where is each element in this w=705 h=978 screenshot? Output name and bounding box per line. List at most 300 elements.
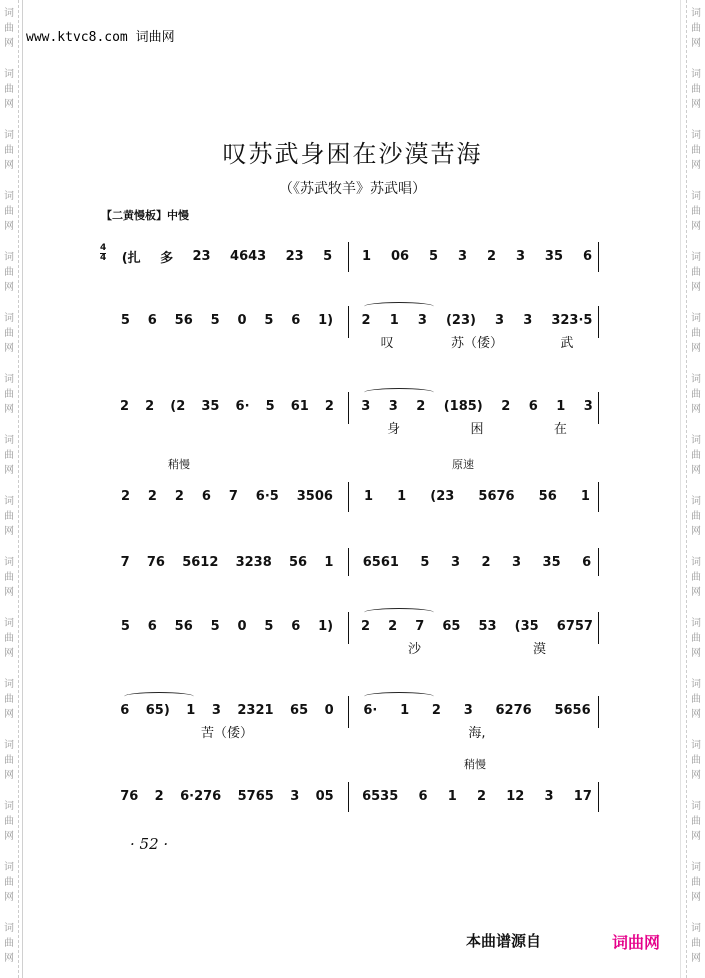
lyric-row	[352, 722, 602, 741]
watermark-glyph: 词	[4, 679, 14, 690]
score-system	[112, 392, 598, 438]
watermark-glyph: 网	[4, 343, 14, 354]
watermark-glyph-group	[691, 250, 701, 305]
note-row	[112, 616, 342, 636]
note: 5	[120, 312, 130, 328]
watermark-glyph: 曲	[4, 23, 14, 34]
note: 6	[291, 312, 301, 328]
note: 5	[420, 554, 430, 570]
watermark-glyph: 网	[691, 99, 701, 110]
watermark-glyph-group	[691, 799, 701, 854]
note: 3	[544, 788, 554, 804]
note: 5	[120, 618, 130, 634]
measure	[352, 782, 602, 812]
note: 3506	[296, 488, 333, 504]
lyric: 漠	[532, 642, 546, 657]
watermark-glyph: 词	[4, 8, 14, 19]
note-row	[352, 700, 602, 720]
note: 323·5	[551, 312, 593, 328]
watermark-glyph: 词	[691, 618, 701, 629]
watermark-glyph-group	[4, 799, 14, 854]
watermark-glyph: 网	[4, 953, 14, 964]
watermark-glyph-group	[4, 6, 14, 61]
note-row	[112, 310, 342, 330]
note: 76	[146, 554, 165, 570]
note: 3	[417, 312, 427, 328]
lyric: 苦（倭）	[200, 726, 253, 741]
watermark-glyph: 曲	[4, 267, 14, 278]
measure	[352, 306, 602, 354]
note: 6757	[556, 618, 593, 634]
measure	[352, 548, 602, 576]
note: 7	[415, 618, 425, 634]
watermark-glyph: 词	[4, 69, 14, 80]
watermark-glyph: 词	[4, 313, 14, 324]
note: 2	[431, 702, 441, 718]
note: 1	[397, 488, 407, 504]
watermark-glyph: 网	[691, 38, 701, 49]
measure	[352, 242, 602, 272]
watermark-glyph: 曲	[691, 694, 701, 705]
note: 6	[291, 618, 301, 634]
watermark-glyph: 网	[691, 953, 701, 964]
watermark-glyph: 网	[691, 587, 701, 598]
note: 2	[120, 398, 130, 414]
brand-logo-text[interactable]: 词曲网	[612, 933, 661, 952]
watermark-glyph: 曲	[691, 389, 701, 400]
lyric-row	[352, 638, 602, 657]
watermark-glyph-group	[4, 860, 14, 915]
score-system	[112, 548, 598, 576]
note-row	[352, 616, 602, 636]
note-row	[352, 486, 602, 506]
watermark-glyph-group	[4, 250, 14, 305]
note: 1)	[318, 618, 334, 634]
note: 6	[147, 312, 157, 328]
tempo-marking: 【二黄慢板】中慢	[101, 209, 189, 222]
watermark-glyph: 网	[4, 587, 14, 598]
watermark-glyph: 曲	[4, 694, 14, 705]
barline	[598, 392, 599, 424]
note-row	[112, 486, 342, 506]
lyric: 身	[387, 422, 401, 437]
watermark-glyph: 词	[4, 923, 14, 934]
note: 65	[442, 618, 461, 634]
note: 6	[582, 248, 592, 264]
score-system	[100, 242, 598, 272]
note: 6	[418, 788, 428, 804]
note: 35	[542, 554, 561, 570]
note: 12	[506, 788, 525, 804]
note: 65	[290, 702, 309, 718]
note: 2	[120, 488, 130, 504]
note: 6	[147, 618, 157, 634]
watermark-glyph: 网	[4, 404, 14, 415]
note-row	[352, 552, 602, 572]
watermark-glyph: 词	[4, 740, 14, 751]
note: 2	[486, 248, 496, 264]
note: 06	[390, 248, 410, 264]
measure	[112, 306, 342, 354]
note: 3	[523, 312, 533, 328]
note: 2	[324, 398, 334, 414]
lyric-row	[112, 722, 342, 741]
watermark-glyph: 曲	[4, 328, 14, 339]
note: 35	[201, 398, 220, 414]
watermark-glyph-group	[4, 494, 14, 549]
barline	[348, 392, 349, 424]
barline	[598, 242, 599, 272]
slur	[124, 692, 194, 701]
watermark-glyph: 词	[4, 862, 14, 873]
measure	[112, 696, 342, 744]
note: 6·276	[180, 788, 222, 804]
watermark-glyph: 词	[691, 374, 701, 385]
measure	[352, 696, 602, 744]
note: 0	[237, 618, 247, 634]
barline	[348, 782, 349, 812]
note: 2	[476, 788, 487, 804]
watermark-glyph: 曲	[4, 206, 14, 217]
note: 2	[174, 488, 184, 504]
lyric: 武	[560, 336, 574, 351]
note: 0	[324, 702, 334, 718]
song-subtitle: （《苏武牧羊》苏武唱）	[279, 181, 426, 197]
watermark-glyph: 词	[691, 191, 701, 202]
watermark-glyph: 网	[691, 343, 701, 354]
watermark-glyph: 曲	[691, 938, 701, 949]
note: 3	[211, 702, 221, 718]
barline	[598, 548, 599, 576]
watermark-glyph: 曲	[691, 633, 701, 644]
note: 1	[364, 488, 374, 504]
note: 6	[528, 398, 538, 414]
note: 6276	[495, 702, 532, 718]
watermark-glyph: 网	[691, 831, 701, 842]
watermark-glyph: 曲	[691, 511, 701, 522]
watermark-glyph: 曲	[691, 206, 701, 217]
watermark-glyph-group	[691, 677, 701, 732]
barline	[348, 612, 349, 644]
watermark-glyph: 网	[4, 709, 14, 720]
measure	[352, 392, 602, 438]
note: 5	[210, 312, 220, 328]
note: 3	[361, 398, 371, 414]
note: 7	[228, 488, 238, 504]
watermark-glyph-group	[4, 372, 14, 427]
lyric: 困	[470, 422, 484, 437]
watermark-glyph-group	[4, 677, 14, 732]
score-system	[112, 696, 598, 744]
note: 5	[264, 312, 274, 328]
note: (2	[170, 398, 186, 414]
watermark-glyph: 词	[691, 923, 701, 934]
note: 1	[580, 488, 590, 504]
watermark-glyph: 曲	[691, 23, 701, 34]
watermark-glyph: 网	[691, 770, 701, 781]
note: 2	[361, 618, 371, 634]
note: 5	[264, 618, 274, 634]
note: (扎	[121, 250, 141, 266]
lyric: 在	[553, 422, 567, 437]
barline	[598, 612, 599, 644]
note-row	[112, 396, 342, 416]
watermark-glyph: 曲	[4, 755, 14, 766]
watermark-glyph: 曲	[691, 450, 701, 461]
note-row	[112, 552, 342, 572]
watermark-glyph-group	[4, 67, 14, 122]
watermark-glyph: 网	[4, 160, 14, 171]
watermark-glyph: 词	[4, 618, 14, 629]
tempo-mark: 稍慢	[464, 758, 486, 771]
note: 1	[400, 702, 410, 718]
note: 3	[512, 554, 522, 570]
slur	[364, 608, 434, 617]
note: 76	[120, 788, 139, 804]
note-row	[352, 246, 602, 266]
time-signature-digit: 4	[100, 253, 107, 263]
note-row	[352, 786, 602, 806]
watermark-glyph: 词	[4, 435, 14, 446]
watermark-glyph: 网	[691, 404, 701, 415]
note: 23	[285, 248, 304, 264]
watermark-glyph: 曲	[691, 267, 701, 278]
note: 6·	[363, 702, 378, 718]
note: 2	[145, 398, 155, 414]
note: 61	[290, 398, 309, 414]
note: 5612	[182, 554, 219, 570]
watermark-glyph: 网	[4, 831, 14, 842]
watermark-glyph-group	[4, 433, 14, 488]
watermark-glyph: 词	[4, 191, 14, 202]
note-row	[112, 786, 342, 806]
watermark-glyph: 网	[4, 38, 14, 49]
note: 3238	[235, 554, 272, 570]
watermark-glyph: 网	[4, 99, 14, 110]
watermark-glyph-group	[691, 433, 701, 488]
watermark-glyph: 词	[691, 801, 701, 812]
watermark-glyph: 网	[691, 648, 701, 659]
tempo-mark: 原速	[452, 458, 474, 471]
note: 3	[290, 788, 300, 804]
watermark-glyph-group	[691, 738, 701, 793]
watermark-glyph-group	[691, 860, 701, 915]
measure	[112, 782, 342, 812]
watermark-glyph-group	[4, 738, 14, 793]
note: 5	[428, 248, 439, 264]
note: 1	[556, 398, 566, 414]
barline	[348, 306, 349, 338]
watermark-glyph: 网	[4, 526, 14, 537]
note: 3	[457, 248, 468, 264]
watermark-glyph-group	[4, 921, 14, 976]
lyric-row	[352, 418, 602, 437]
watermark-glyph: 曲	[4, 145, 14, 156]
watermark-glyph: 词	[691, 130, 701, 141]
slur	[364, 692, 434, 701]
watermark-glyph: 词	[4, 557, 14, 568]
note: 2	[361, 312, 371, 328]
barline	[598, 482, 599, 512]
watermark-glyph: 网	[691, 465, 701, 476]
watermark-glyph: 曲	[691, 328, 701, 339]
watermark-glyph: 词	[691, 557, 701, 568]
note: 35	[544, 248, 564, 264]
watermark-glyph: 网	[691, 160, 701, 171]
watermark-glyph: 网	[4, 892, 14, 903]
measure	[112, 242, 342, 272]
barline	[598, 306, 599, 338]
barline	[348, 696, 349, 728]
watermark-glyph-group	[691, 67, 701, 122]
note: 6	[582, 554, 592, 570]
note: 2	[416, 398, 426, 414]
watermark-glyph-group	[691, 616, 701, 671]
watermark-glyph: 曲	[4, 84, 14, 95]
watermark-glyph: 曲	[4, 877, 14, 888]
measure	[112, 548, 342, 576]
lyric: 苏（倭）	[450, 336, 503, 351]
measure	[112, 482, 342, 512]
note: 5	[210, 618, 220, 634]
watermark-glyph: 曲	[4, 389, 14, 400]
watermark-glyph-group	[4, 555, 14, 610]
watermark-glyph: 词	[4, 801, 14, 812]
measure	[112, 392, 342, 438]
watermark-glyph: 网	[691, 709, 701, 720]
note: (35	[514, 618, 539, 634]
source-note: 本曲谱源自	[466, 932, 542, 950]
note-row	[352, 396, 602, 416]
note: 56	[174, 618, 193, 634]
note: 5765	[237, 788, 274, 804]
note: (23)	[445, 312, 476, 328]
watermark-glyph: 网	[4, 648, 14, 659]
note: 2	[154, 788, 164, 804]
lyric: 海,	[468, 726, 486, 741]
note: 6·	[235, 398, 250, 414]
watermark-glyph: 网	[4, 770, 14, 781]
barline	[598, 696, 599, 728]
watermark-glyph: 词	[691, 740, 701, 751]
watermark-glyph: 网	[691, 282, 701, 293]
note: 05	[315, 788, 334, 804]
note: 2	[147, 488, 157, 504]
note: 65)	[145, 702, 170, 718]
watermark-glyph: 曲	[4, 938, 14, 949]
note: 5	[265, 398, 275, 414]
note: 56	[289, 554, 308, 570]
note: 0	[237, 312, 247, 328]
note: 5676	[478, 488, 515, 504]
score-system	[112, 458, 598, 512]
note: 多	[160, 250, 174, 266]
note: 56	[174, 312, 193, 328]
site-url[interactable]: www.ktvc8.com 词曲网	[26, 30, 175, 45]
note: 1	[389, 312, 399, 328]
time-signature	[100, 244, 106, 263]
watermark-glyph: 词	[4, 374, 14, 385]
note: 56	[538, 488, 557, 504]
watermark-glyph-group	[4, 616, 14, 671]
watermark-glyph-group	[691, 555, 701, 610]
watermark-glyph-group	[691, 494, 701, 549]
watermark-glyph: 网	[691, 892, 701, 903]
slur	[364, 388, 434, 397]
note: 6	[201, 488, 211, 504]
watermark-glyph: 曲	[4, 572, 14, 583]
note: 1	[186, 702, 196, 718]
watermark-glyph: 词	[691, 435, 701, 446]
watermark-glyph: 词	[691, 679, 701, 690]
watermark-glyph-group	[691, 311, 701, 366]
note: 7	[120, 554, 130, 570]
watermark-glyph: 曲	[4, 511, 14, 522]
note: 3	[388, 398, 398, 414]
barline	[348, 482, 349, 512]
watermark-glyph: 词	[691, 496, 701, 507]
watermark-glyph-group	[4, 311, 14, 366]
note: 5	[323, 248, 333, 264]
watermark-glyph: 曲	[691, 572, 701, 583]
note: 2	[501, 398, 511, 414]
barline	[598, 782, 599, 812]
song-title: 叹苏武身困在沙漠苦海	[222, 140, 483, 168]
tempo-mark: 稍慢	[168, 458, 190, 471]
note-row	[112, 700, 342, 720]
watermark-glyph: 曲	[691, 877, 701, 888]
note-row	[352, 310, 602, 330]
note: 1	[447, 788, 457, 804]
watermark-glyph: 曲	[691, 84, 701, 95]
watermark-glyph: 曲	[4, 450, 14, 461]
watermark-glyph: 网	[4, 221, 14, 232]
watermark-glyph: 词	[691, 252, 701, 263]
watermark-glyph-group	[691, 372, 701, 427]
watermark-glyph: 曲	[691, 755, 701, 766]
note: 6561	[362, 554, 399, 570]
lyric: 沙	[407, 642, 421, 657]
watermark-glyph: 网	[691, 221, 701, 232]
note: 1)	[318, 312, 334, 328]
note: 53	[478, 618, 497, 634]
slur	[364, 302, 434, 311]
page-number: · 52 ·	[130, 835, 169, 853]
watermark-glyph: 曲	[4, 633, 14, 644]
lyric: 叹	[380, 336, 394, 351]
watermark-glyph: 词	[691, 8, 701, 19]
lyric-row	[352, 332, 602, 351]
watermark-glyph: 网	[4, 282, 14, 293]
note: 2	[388, 618, 398, 634]
watermark-glyph: 曲	[691, 816, 701, 827]
note: 6·5	[255, 488, 279, 504]
note: 23	[192, 248, 211, 264]
note: 2321	[237, 702, 274, 718]
note: 3	[450, 554, 460, 570]
note: 3	[463, 702, 473, 718]
note: 4643	[230, 248, 267, 264]
score-system	[112, 758, 598, 812]
watermark-glyph: 网	[691, 526, 701, 537]
score-system	[112, 306, 598, 354]
watermark-glyph: 词	[4, 130, 14, 141]
measure	[112, 612, 342, 662]
watermark-glyph: 曲	[691, 145, 701, 156]
note: (185)	[443, 398, 483, 414]
watermark-glyph: 词	[4, 496, 14, 507]
watermark-glyph: 词	[691, 862, 701, 873]
